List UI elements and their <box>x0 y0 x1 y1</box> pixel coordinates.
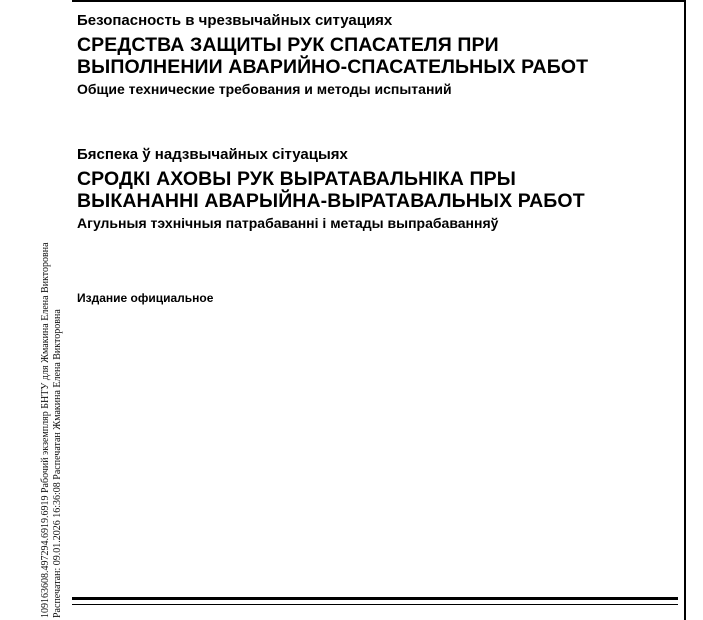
bottom-rule-thick <box>72 597 678 600</box>
belarusian-subtitle: Агульныя тэхнічныя патрабаванні і метады выпрабаванняў <box>77 215 499 231</box>
russian-subtitle: Общие технические требования и методы испытаний <box>77 81 452 97</box>
page-border-top <box>72 0 686 2</box>
bottom-rule-thin <box>72 604 678 605</box>
belarusian-title-line-1: СРОДКІ АХОВЫ РУК ВЫРАТАВАЛЬНІКА ПРЫ <box>77 168 516 190</box>
print-stamp-line-2: Распечатан: 09.01.2026 16:36:08 Распечатан Жмакина Елена Викторовна <box>52 309 63 618</box>
page-border-right <box>684 0 686 620</box>
russian-title-line-1: СРЕДСТВА ЗАЩИТЫ РУК СПАСАТЕЛЯ ПРИ <box>77 34 499 56</box>
russian-topic: Безопасность в чрезвычайных ситуациях <box>77 12 393 29</box>
print-stamp <box>40 242 64 618</box>
belarusian-title-line-2: ВЫКАНАННІ АВАРЫЙНА-ВЫРАТАВАЛЬНЫХ РАБОТ <box>77 190 585 212</box>
print-stamp-line-1: 109163608.497294.6919.6919 Рабочий экземпляр БНТУ для Жмакина Елена Викторовна <box>40 242 51 618</box>
belarusian-title-block <box>77 146 677 232</box>
russian-title-line-2: ВЫПОЛНЕНИИ АВАРИЙНО-СПАСАТЕЛЬНЫХ РАБОТ <box>77 56 589 78</box>
russian-title-block <box>77 12 677 98</box>
edition-label: Издание официальное <box>77 291 214 305</box>
belarusian-topic: Бяспека ў надзвычайных сітуацыях <box>77 146 348 163</box>
